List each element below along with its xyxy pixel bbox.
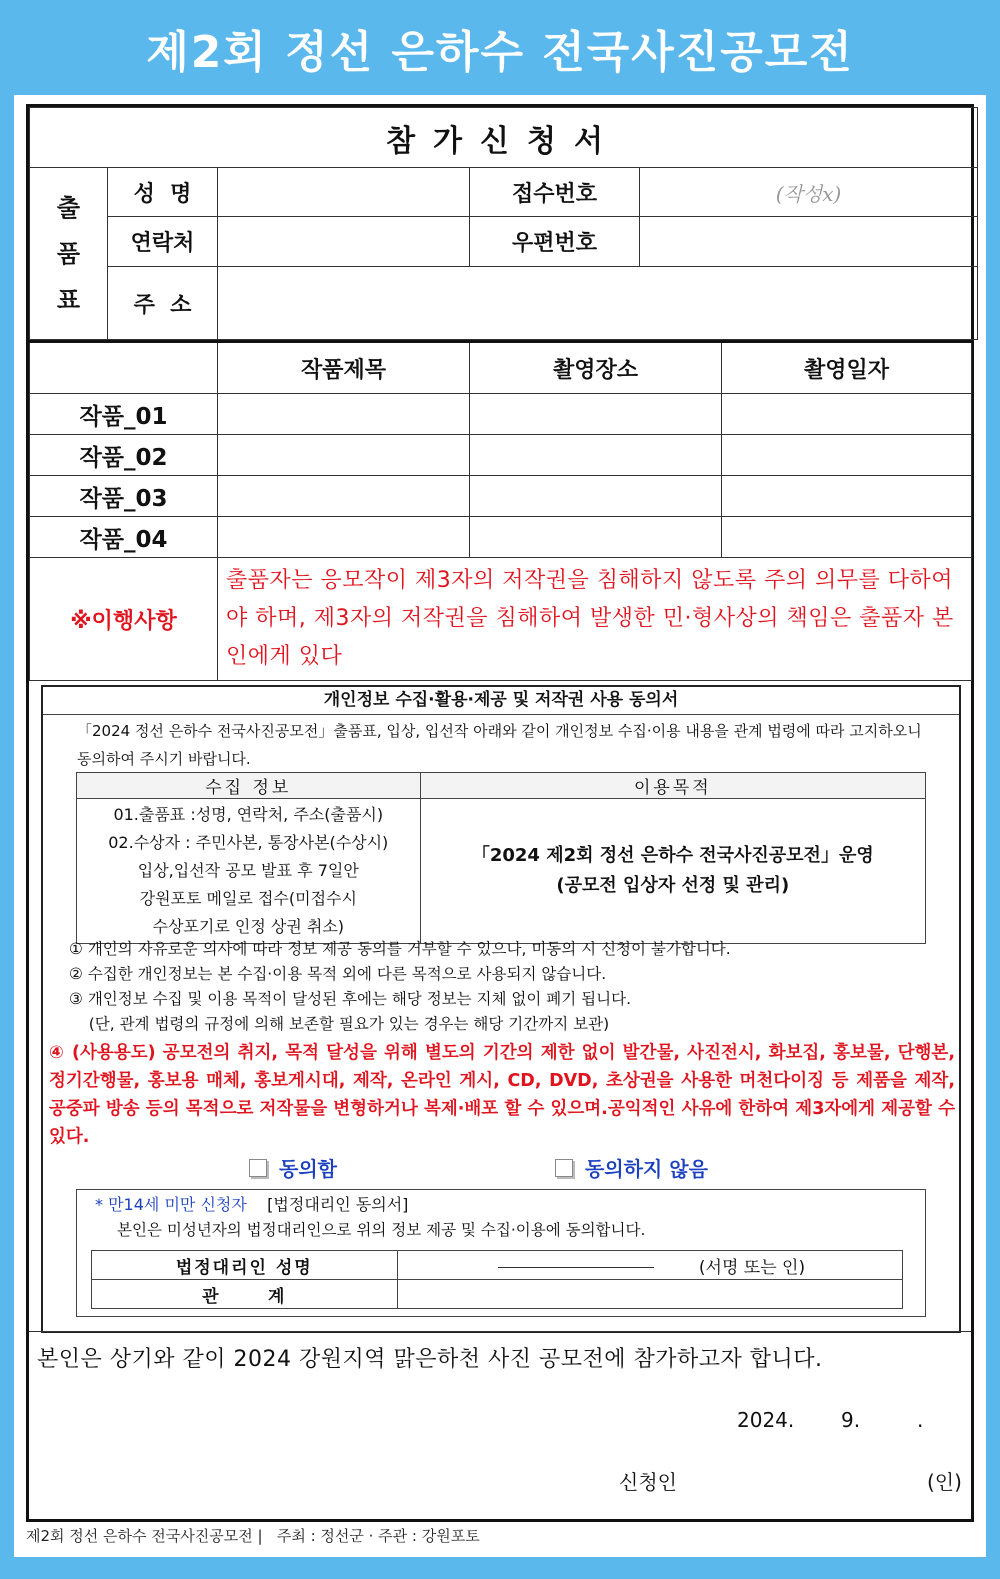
purpose-text: 「2024 제2회 정선 은하수 전국사진공모전」운영 (공모전 입상자 선정 및 관리) <box>420 799 925 944</box>
work-label-03: 작품_03 <box>30 476 218 517</box>
clause-3: ③ 개인정보 수집 및 이용 목적이 달성된 후에는 해당 정보는 지체 없이 폐기 됩니다. <box>69 990 632 1008</box>
consent-clauses <box>55 937 955 1037</box>
left-border-bar <box>0 95 14 1557</box>
works-table <box>29 340 972 681</box>
declaration-section <box>29 1331 971 1494</box>
bottom-border-bar <box>0 1557 1000 1579</box>
collect-item: 수상포기로 인정 상권 취소) <box>152 917 345 936</box>
guardian-consent-heading <box>77 1190 925 1216</box>
work-04-place-field[interactable] <box>470 517 722 558</box>
footer-credit: 제2회 정선 은하수 전국사진공모전 | 주최 : 정선군 · 주관 : 강원포토 <box>26 1527 480 1545</box>
work-01-date-field[interactable] <box>722 394 972 435</box>
works-corner-cell <box>30 342 218 394</box>
zip-label: 우편번호 <box>470 217 640 267</box>
application-form <box>26 104 974 1522</box>
usage-clause: ④ (사용용도) 공모전의 취지, 목적 달성을 위해 별도의 기간의 제한 없이 발간물, 사진전시, 화보집, 홍보물, 단행본, 정기간행물, 홍보용 매체, 홍보게시대, 제작, 온라인 게시, CD, DVD, 초상권을 사용한 머천다이징 등 제품을 제작, 공중파 방송 등의 목적으로 저작물을 변형하거나 복제·배포 할 수 있으며.공익적인 사유에 한하여 제3자에게 제공할 수 있다. <box>49 1043 955 1147</box>
address-field[interactable] <box>218 267 978 340</box>
work-label-02: 작품_02 <box>30 435 218 476</box>
guardian-name-label: 법정대리인 성명 <box>92 1251 398 1280</box>
consent-title: 개인정보 수집·활용·제공 및 저작권 사용 동의서 <box>43 687 959 715</box>
agreement-options <box>43 1153 959 1183</box>
works-header-date: 촬영일자 <box>722 342 972 394</box>
work-03-place-field[interactable] <box>470 476 722 517</box>
name-field[interactable] <box>218 168 470 217</box>
header-banner <box>0 0 1000 95</box>
date-month: 9. <box>841 1408 861 1432</box>
disagree-label: 동의하지 않음 <box>585 1157 708 1181</box>
guardian-star: * <box>95 1195 103 1214</box>
work-01-title-field[interactable] <box>218 394 470 435</box>
notice-label: ※이행사항 <box>30 558 218 681</box>
clause-3-note: (단, 관계 법령의 규정에 의해 보존할 필요가 있는 경우는 해당 기간까지 보관) <box>69 1015 610 1033</box>
guardian-table <box>91 1250 903 1309</box>
work-02-title-field[interactable] <box>218 435 470 476</box>
work-label-01: 작품_01 <box>30 394 218 435</box>
works-header-title: 작품제목 <box>218 342 470 394</box>
work-04-title-field[interactable] <box>218 517 470 558</box>
guardian-name-field[interactable] <box>397 1251 902 1280</box>
zip-field[interactable] <box>640 217 978 267</box>
clause-2: ② 수집한 개인정보는 본 수집·이용 목적 외에 다른 목적으로 사용되지 않습니다. <box>69 965 607 983</box>
guardian-relation-field[interactable] <box>397 1280 902 1309</box>
collect-item: 강원포토 메일로 접수(미접수시 <box>139 889 357 908</box>
applicant-table <box>29 107 978 340</box>
work-label-04: 작품_04 <box>30 517 218 558</box>
address-label: 주 소 <box>108 267 218 340</box>
guardian-relation-label: 관 계 <box>92 1280 398 1309</box>
contact-field[interactable] <box>218 217 470 267</box>
declaration-text: 본인은 상기와 같이 2024 강원지역 맑은하천 사진 공모전에 참가하고자 합니다. <box>37 1347 823 1372</box>
date-day: . <box>917 1408 924 1432</box>
work-02-place-field[interactable] <box>470 435 722 476</box>
agree-option[interactable] <box>249 1153 337 1182</box>
receipt-number-label: 접수번호 <box>470 168 640 217</box>
signature-hint: (서명 또는 인) <box>698 1257 806 1278</box>
collection-table <box>76 772 926 944</box>
work-03-date-field[interactable] <box>722 476 972 517</box>
guardian-statement: 본인은 미성년자의 법정대리인으로 위의 정보 제공 및 수집·이용에 동의합니다. <box>117 1221 646 1239</box>
collect-header: 수집 정보 <box>77 773 421 799</box>
disagree-checkbox[interactable] <box>555 1159 573 1177</box>
agree-label: 동의함 <box>279 1157 337 1181</box>
form-title: 참가신청서 <box>30 108 978 168</box>
receipt-number-hint: (작성x) <box>640 168 978 217</box>
consent-intro: 「2024 정선 은하수 전국사진공모전」출품표, 입상, 입선작 아래와 같이 개인정보 수집·이용 내용을 관계 법령에 따라 고지하오니 동의하여 주시기 바랍니다. <box>77 722 922 768</box>
work-02-date-field[interactable] <box>722 435 972 476</box>
seal-label: (인) <box>927 1470 962 1494</box>
name-label: 성 명 <box>108 168 218 217</box>
guardian-consent-title: [법정대리인 동의서] <box>267 1195 409 1214</box>
guardian-minor-label: 만14세 미만 신청자 <box>108 1195 247 1214</box>
signature-line <box>498 1267 654 1268</box>
date-year: 2024. <box>737 1408 795 1432</box>
consent-section <box>41 685 961 1333</box>
right-border-bar <box>986 95 1000 1557</box>
collect-item: 01.출품표 :성명, 연락처, 주소(출품시) <box>113 805 384 824</box>
contact-label: 연락처 <box>108 217 218 267</box>
notice-text: 출품자는 응모작이 제3자의 저작권을 침해하지 않도록 주의 의무를 다하여야 하며, 제3자의 저작권을 침해하여 발생한 민·형사상의 책임은 출품자 본인에게 있다 <box>218 558 972 681</box>
collect-items <box>77 799 421 944</box>
applicant-section-label: 출 품 표 <box>30 168 108 340</box>
work-03-title-field[interactable] <box>218 476 470 517</box>
works-header-place: 촬영장소 <box>470 342 722 394</box>
disagree-option[interactable] <box>555 1153 708 1182</box>
clause-1: ① 개인의 자유로운 의사에 따라 정보 제공 동의를 거부할 수 있으나, 미동의 시 신청이 불가합니다. <box>69 940 731 958</box>
work-01-place-field[interactable] <box>470 394 722 435</box>
collect-item: 입상,입선작 공모 발표 후 7일안 <box>137 861 359 880</box>
work-04-date-field[interactable] <box>722 517 972 558</box>
collect-item: 02.수상자 : 주민사본, 통장사본(수상시) <box>108 833 389 852</box>
banner-title: 제2회 정선 은하수 전국사진공모전 <box>146 26 854 78</box>
agree-checkbox[interactable] <box>249 1159 267 1177</box>
purpose-header: 이용목적 <box>420 773 925 799</box>
guardian-consent-box <box>76 1189 926 1317</box>
applicant-label: 신청인 <box>619 1470 677 1494</box>
